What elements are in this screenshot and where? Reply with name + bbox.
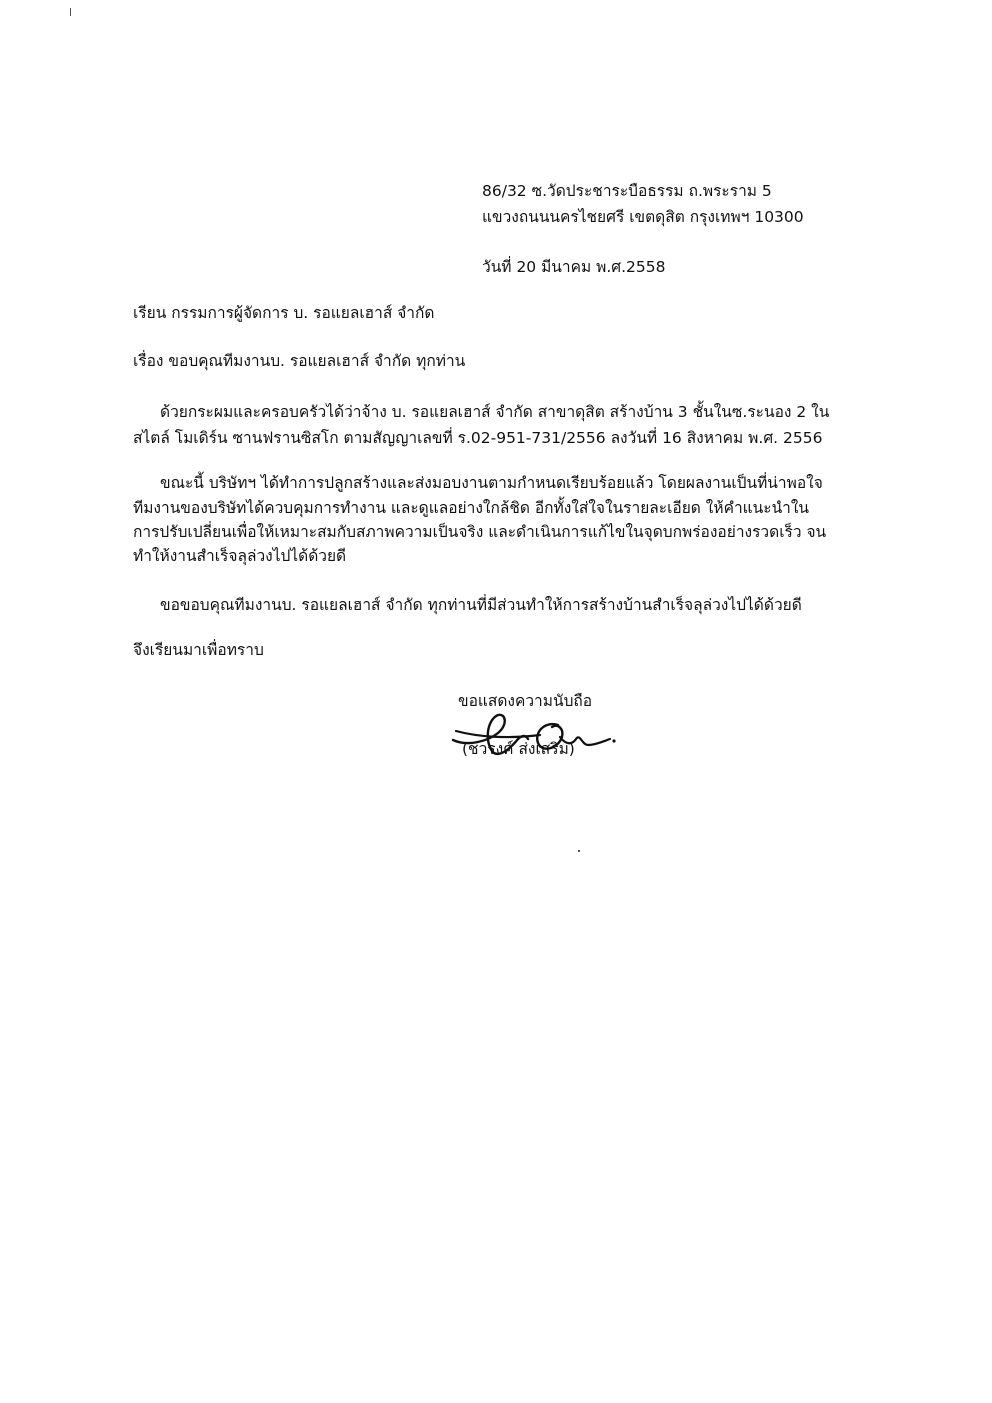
paragraph-3: ขอขอบคุณทีมงานบ. รอแยลเฮาส์ จำกัด ทุกท่านที่มีส่วนทำให้การสร้างบ้านสำเร็จลุล่วงไปได้ด้วยดี bbox=[160, 596, 802, 614]
paragraph-2-line-1: ขณะนี้ บริษัทฯ ได้ทำการปลูกสร้างและส่งมอบงานตามกำหนดเรียบร้อยแล้ว โดยผลงานเป็นที่น่าพอใจ bbox=[160, 474, 823, 492]
paragraph-2-line-2: ทีมงานของบริษัทได้ควบคุมการทำงาน และดูแลอย่างใกล้ชิด อีกทั้งใส่ใจในรายละเอียด ให้คำแนะนำใน bbox=[133, 499, 810, 517]
letter-subject: เรื่อง ขอบคุณทีมงานบ. รอแยลเฮาส์ จำกัด ทุกท่าน bbox=[133, 352, 466, 370]
sender-address-line-1: 86/32 ซ.วัดประชาระบือธรรม ถ.พระราม 5 bbox=[482, 182, 772, 200]
closing-line: จึงเรียนมาเพื่อทราบ bbox=[133, 641, 264, 659]
paragraph-2-line-4: ทำให้งานสำเร็จลุล่วงไปได้ด้วยดี bbox=[133, 547, 347, 565]
paragraph-2-line-3: การปรับเปลี่ยนเพื่อให้เหมาะสมกับสภาพความเป็นจริง และดำเนินการแก้ไขในจุดบกพร่องอย่างรวดเร็ว จน bbox=[133, 523, 827, 541]
regards-line: ขอแสดงความนับถือ bbox=[458, 692, 593, 710]
letter-addressee: เรียน กรรมการผู้จัดการ บ. รอแยลเฮาส์ จำกัด bbox=[133, 304, 435, 322]
letter-date: วันที่ 20 มีนาคม พ.ศ.2558 bbox=[482, 258, 666, 276]
paragraph-1-line-2: สไตล์ โมเดิร์น ซานฟรานซิสโก ตามสัญญาเลขที่ ร.02-951-731/2556 ลงวันที่ 16 สิงหาคม พ.ศ. 2556 bbox=[133, 429, 823, 447]
sender-address-line-2: แขวงถนนนครไชยศรี เขตดุสิต กรุงเทพฯ 10300 bbox=[482, 208, 804, 226]
signer-name: (ชวรงค์ ส่งเสริม) bbox=[462, 740, 575, 758]
paragraph-1-line-1: ด้วยกระผมและครอบครัวได้ว่าจ้าง บ. รอแยลเฮาส์ จำกัด สาขาดุสิต สร้างบ้าน 3 ชั้นในซ.ระนอง 2 ใน bbox=[160, 403, 830, 421]
scan-dot bbox=[578, 850, 580, 852]
scan-mark bbox=[70, 8, 71, 16]
